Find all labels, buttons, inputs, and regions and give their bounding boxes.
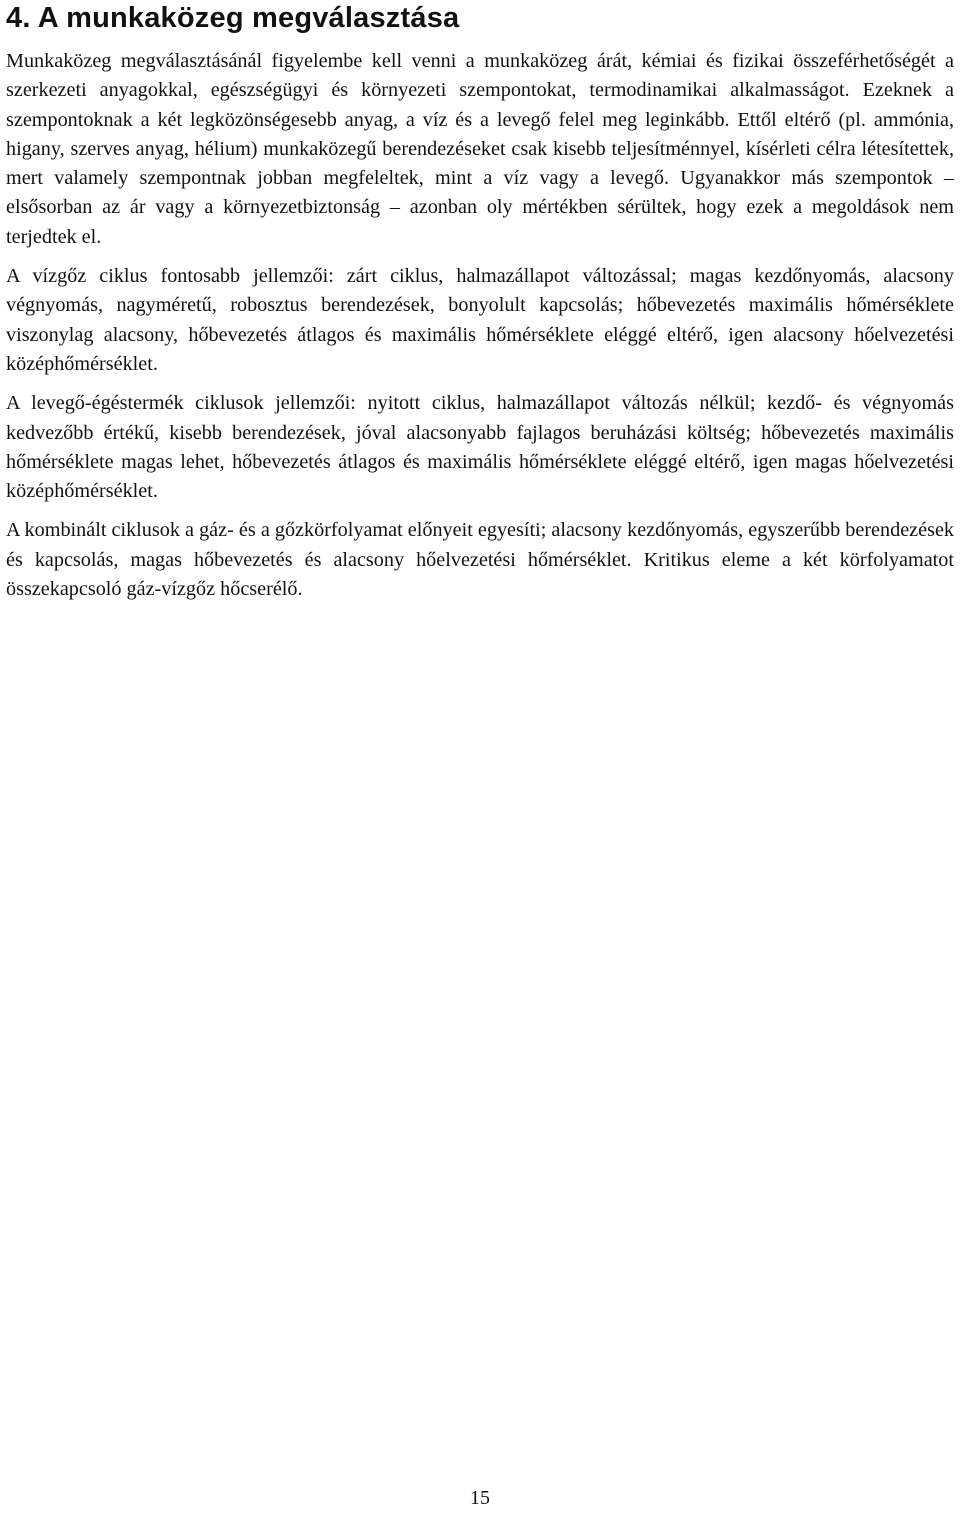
paragraph-air-gas-cycle: A levegő-égéstermék ciklusok jellemzői: nyitott ciklus, halmazállapot változás nélkül; kezdő- és végnyomás kedvezőbb értékű, kisebb berendezések, jóval alacsonyabb fajlagos beruházási költség; hőbevezetés maximális hőmérséklete magas lehet, hőbevezetés átlagos és maximális hőmérséklete eléggé eltérő, igen magas hőelvezetési középhőmérséklet. [6,392,954,503]
paragraph-combined-cycle: A kombinált ciklusok a gáz- és a gőzkörfolyamat előnyeit egyesíti; alacsony kezdőnyomás, egyszerűbb berendezések és kapcsolás, magas hőbevezetés és alacsony hőelvezetési hőmérséklet. Kritikus eleme a két körfolyamatot összekapcsoló gáz-vízgőz hőcserélő. [6,519,954,601]
section-heading: 4. A munkaközeg megválasztása [6,2,460,34]
page-number: 15 [470,1487,490,1509]
paragraph-steam-cycle: A vízgőz ciklus fontosabb jellemzői: zárt ciklus, halmazállapot változással; magas kezdőnyomás, alacsony végnyomás, nagyméretű, robosztus berendezések, bonyolult kapcsolás; hőbevezetés maximális hőmérséklete viszonylag alacsony, hőbevezetés átlagos és maximális hőmérséklete eléggé eltérő, igen alacsony hőelvezetési középhőmérséklet. [6,265,954,375]
paragraph-working-medium-selection: Munkaközeg megválasztásánál figyelembe kell venni a munkaközeg árát, kémiai és fizikai összeférhetőségét a szerkezeti anyagokkal, egészségügyi és környezeti szempontokat, termodinamikai alkalmasságot. Ezeknek a szempontoknak a két legközönségesebb anyag, a víz és a levegő felel meg leginkább. Ettől eltérő (pl. ammónia, higany, szerves anyag, hélium) munkaközegű berendezéseket csak kisebb teljesítménnyel, kísérleti célra létesítettek, mert valamely szempontnak jobban megfeleltek, mint a víz vagy a levegő. Ugyanakkor más szempontok – elsősorban az ár vagy a környezetbiztonság – azonban oly mértékben sérültek, hogy ezek a megoldások nem terjedtek el. [6,50,954,248]
document-page [6,0,954,604]
